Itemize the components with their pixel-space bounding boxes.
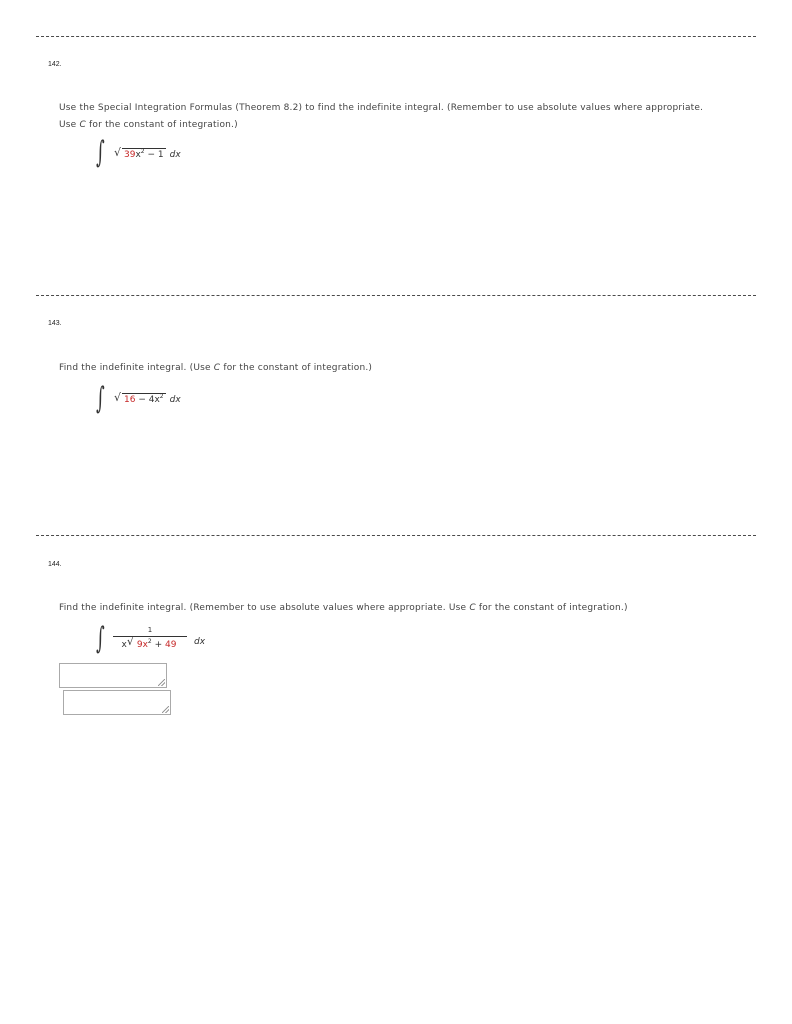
term-variable: x bbox=[135, 150, 141, 160]
subtracted-term: − 4x bbox=[138, 395, 160, 405]
integrand-142 bbox=[114, 148, 181, 160]
question-number-144: 144. bbox=[48, 561, 62, 568]
answer-textarea-1[interactable] bbox=[59, 663, 167, 688]
prompt-text: Find the indefinite integral. (Use bbox=[59, 363, 214, 373]
radical-sign-icon: √ bbox=[114, 391, 122, 404]
denominator-constant: 49 bbox=[165, 640, 177, 650]
numerator: 1 bbox=[147, 626, 153, 634]
integral-sign-icon: ∫ bbox=[96, 621, 105, 656]
resize-grip-icon[interactable] bbox=[162, 706, 169, 713]
differential-144 bbox=[190, 637, 205, 647]
radical-sign-icon: √ bbox=[114, 146, 122, 159]
integral-sign-icon: ∫ bbox=[96, 381, 105, 416]
differential: dx bbox=[169, 395, 181, 405]
exponent: 2 bbox=[147, 638, 152, 645]
radical-sign-icon: √ bbox=[126, 635, 134, 648]
question-prompt-144 bbox=[59, 600, 719, 617]
square-root bbox=[126, 635, 179, 651]
differential: dx bbox=[194, 637, 206, 647]
differential: dx bbox=[169, 150, 181, 160]
denominator bbox=[113, 636, 187, 651]
exponent: 2 bbox=[159, 393, 164, 400]
question-number-142: 142. bbox=[48, 61, 62, 68]
denominator-coefficient: 9x bbox=[136, 640, 148, 650]
answer-textarea-2[interactable] bbox=[63, 690, 171, 715]
leading-constant: 16 bbox=[124, 395, 136, 405]
question-prompt-143 bbox=[59, 360, 719, 377]
constant-variable: C bbox=[469, 603, 476, 613]
divider-144 bbox=[36, 535, 756, 536]
denominator-variable: x bbox=[121, 640, 127, 650]
constant-term: − 1 bbox=[147, 150, 164, 160]
fraction-144 bbox=[113, 624, 187, 651]
coefficient-input-value: 39 bbox=[124, 150, 136, 160]
plus-sign: + bbox=[154, 640, 163, 650]
prompt-text-end: for the constant of integration.) bbox=[475, 603, 628, 613]
resize-grip-icon[interactable] bbox=[158, 679, 165, 686]
prompt-text: Use the Special Integration Formulas (Theorem 8.2) to find the indefinite integral. (Remember to use absolute values where appropriate. Use bbox=[59, 103, 704, 130]
question-number-143: 143. bbox=[48, 320, 62, 327]
divider-143 bbox=[36, 295, 756, 296]
prompt-text-end: for the constant of integration.) bbox=[85, 120, 238, 130]
integral-sign-icon: ∫ bbox=[96, 135, 105, 170]
prompt-text-end: for the constant of integration.) bbox=[220, 363, 373, 373]
square-root bbox=[114, 148, 166, 160]
constant-variable: C bbox=[79, 120, 86, 130]
constant-variable: C bbox=[213, 363, 221, 373]
exponent: 2 bbox=[140, 148, 145, 155]
prompt-text: Find the indefinite integral. (Remember to use absolute values where appropriate. Use bbox=[59, 603, 470, 613]
square-root bbox=[114, 393, 166, 405]
integrand-143 bbox=[114, 393, 181, 405]
divider-top bbox=[36, 36, 756, 37]
question-prompt-142 bbox=[59, 100, 719, 134]
